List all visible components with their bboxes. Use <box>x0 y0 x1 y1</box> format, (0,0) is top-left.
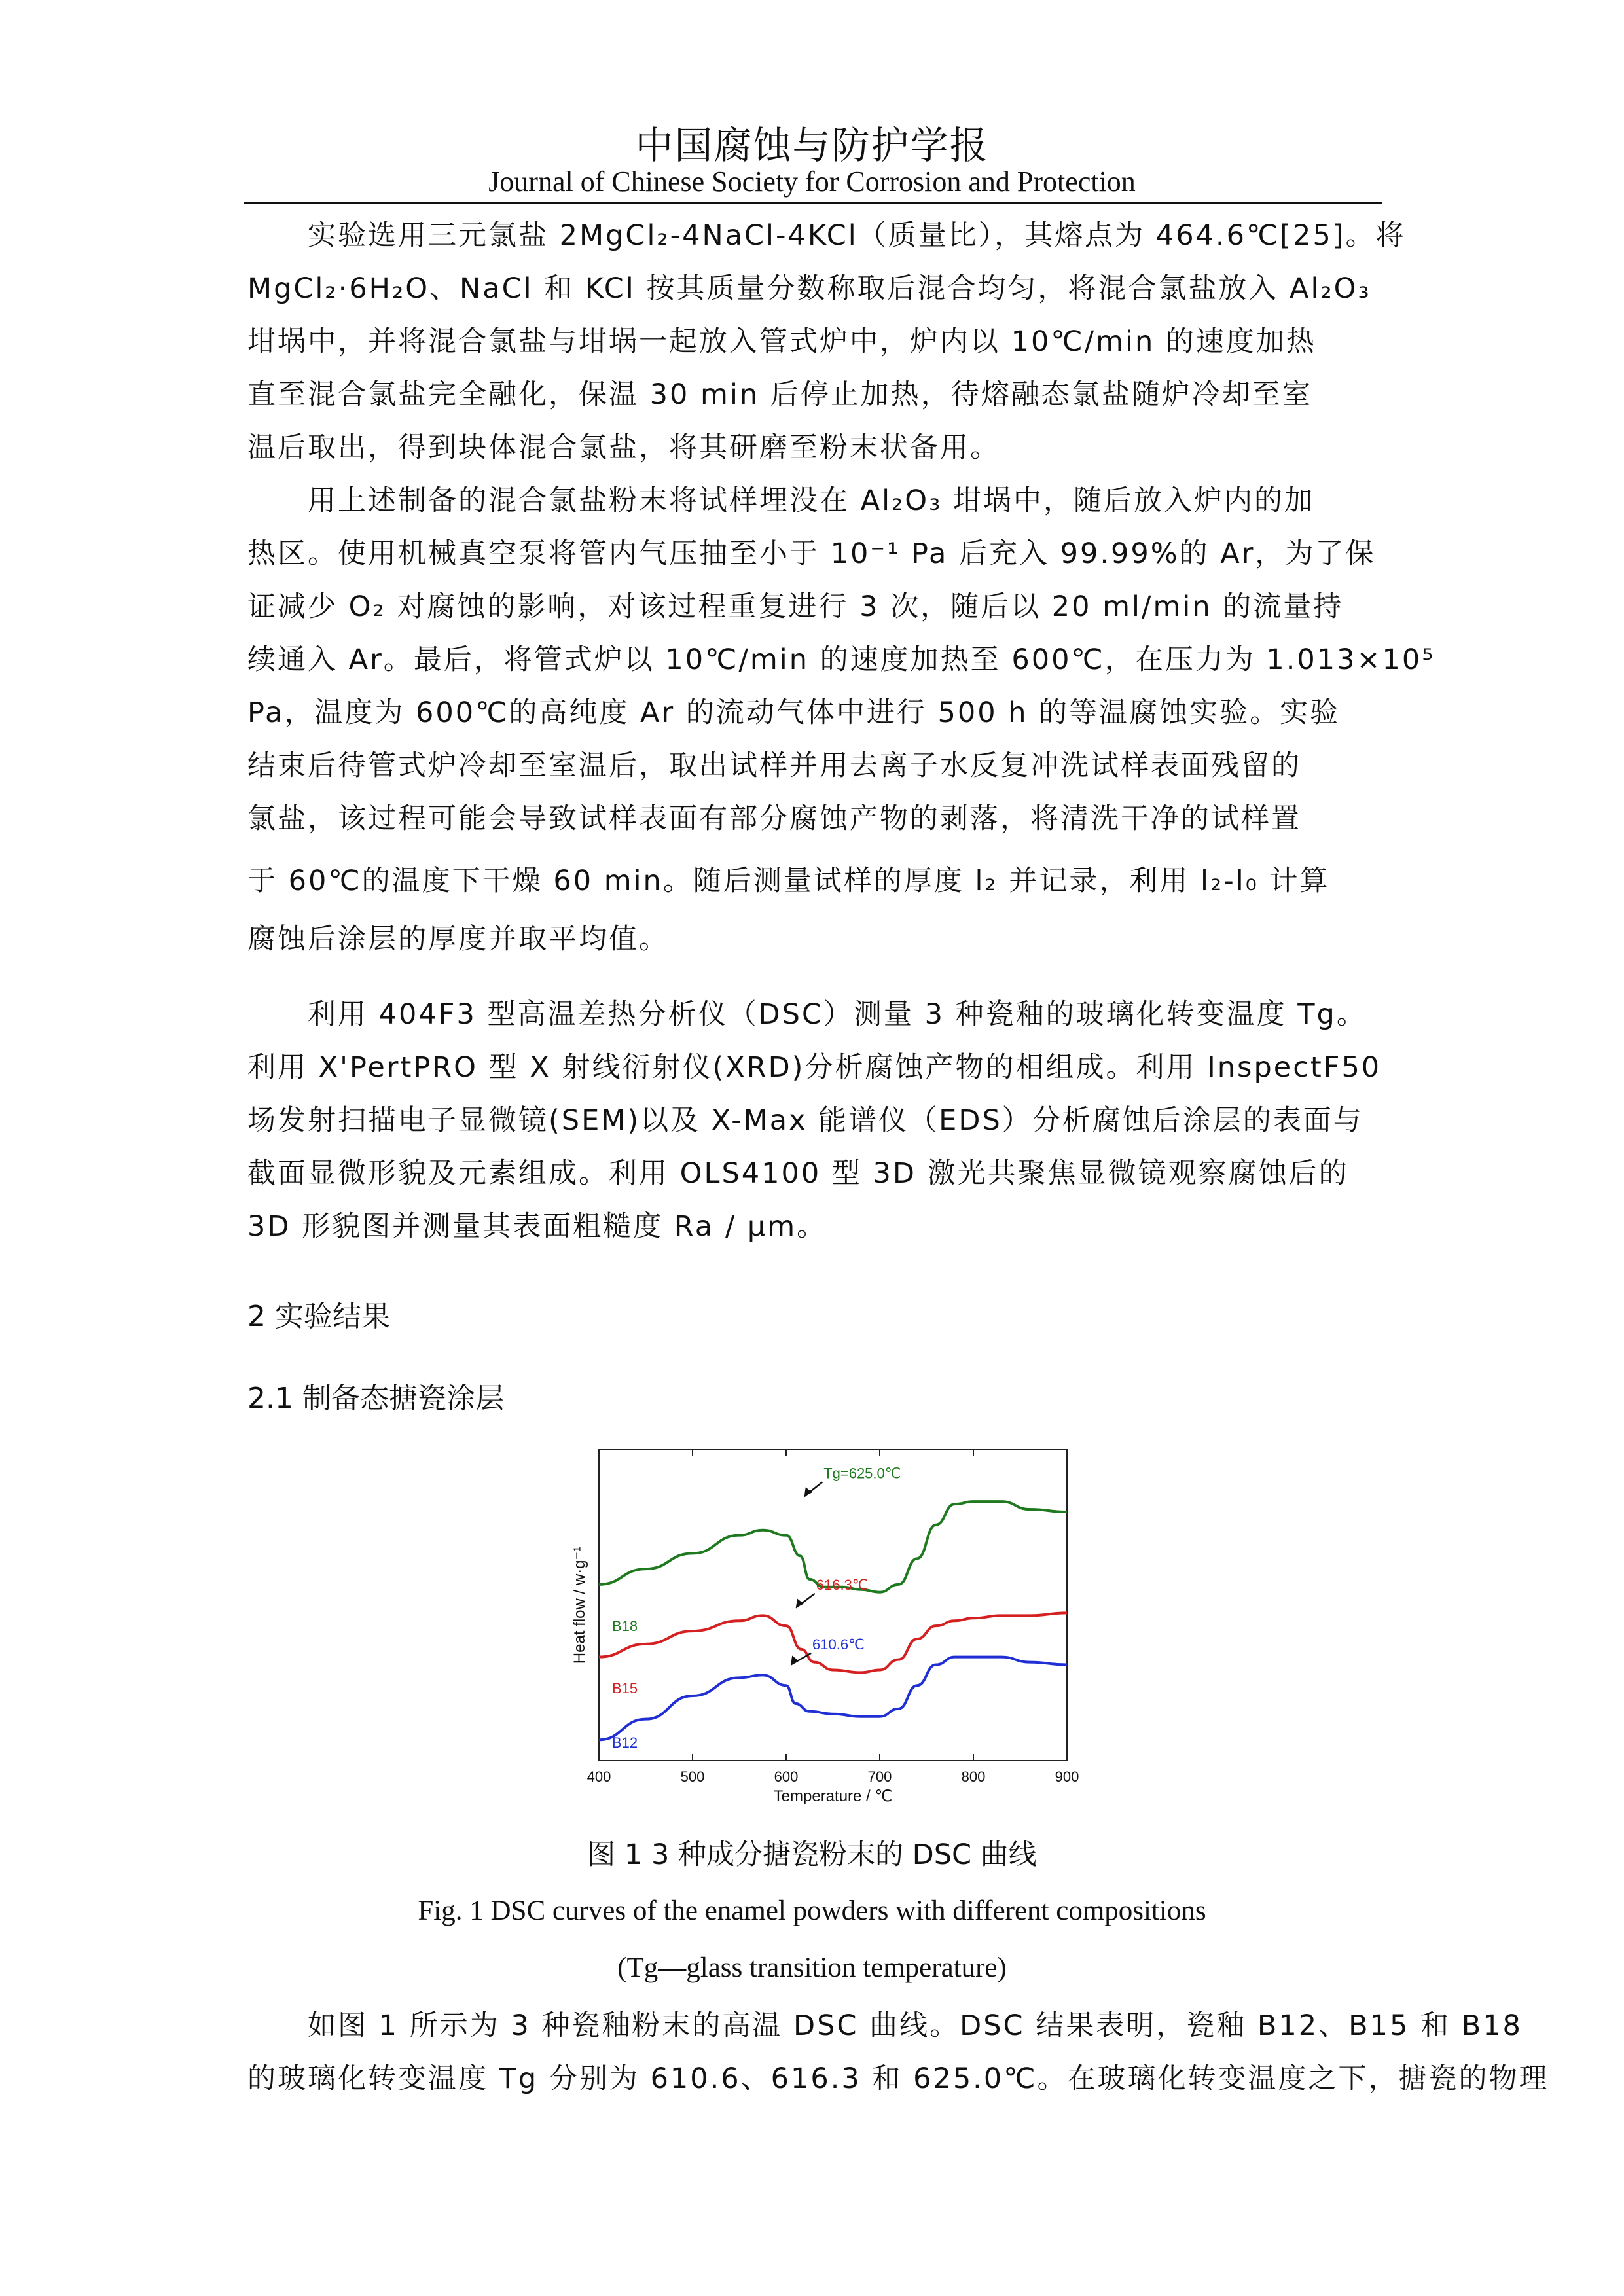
series-label-b12: B12 <box>612 1734 638 1751</box>
journal-title-en: Journal of Chinese Society for Corrosion and Protection <box>488 166 1136 198</box>
text-line: 氯盐，该过程可能会导致试样表面有部分腐蚀产物的剥落，将清洗干净的试样置 <box>247 802 1301 835</box>
x-axis-label: Temperature / ℃ <box>773 1787 893 1805</box>
text-line: 直至混合氯盐完全融化，保温 30 min 后停止加热，待熔融态氯盐随炉冷却至室 <box>247 378 1312 411</box>
text-line: 腐蚀后涂层的厚度并取平均值。 <box>247 923 669 956</box>
section-heading-2: 2 实验结果 <box>247 1300 390 1333</box>
text-line: 3D 形貌图并测量其表面粗糙度 Ra / μm。 <box>247 1210 827 1243</box>
dsc-chart <box>543 1437 1080 1803</box>
journal-title-cn: 中国腐蚀与防护学报 <box>635 123 989 168</box>
text-line: 实验选用三元氯盐 2MgCl₂-4NaCl-4KCl（质量比），其熔点为 464.6℃[25]。将 <box>308 219 1406 252</box>
x-tick-label: 500 <box>680 1768 705 1785</box>
text-line: 于 60℃的温度下干燥 60 min。随后测量试样的厚度 l₂ 并记录，利用 l₂-l₀ 计算 <box>247 865 1330 897</box>
series-label-b18: B18 <box>612 1618 638 1635</box>
paragraph-corrosion-test <box>247 475 1435 966</box>
text-line: 场发射扫描电子显微镜(SEM)以及 X-Max 能谱仪（EDS）分析腐蚀后涂层的表面与 <box>247 1104 1363 1137</box>
text-line: 温后取出，得到块体混合氯盐，将其研磨至粉末状备用。 <box>247 431 1000 464</box>
annotation-arrowhead <box>804 1487 812 1496</box>
paragraph-characterization <box>247 988 1383 1253</box>
series-label-b15: B15 <box>612 1680 638 1697</box>
annotation-b15: 616.3℃ <box>816 1576 869 1593</box>
figure-caption-note: (Tg—glass transition temperature) <box>617 1952 1007 1983</box>
text-line: 结束后待管式炉冷却至室温后，取出试样并用去离子水反复冲洗试样表面残留的 <box>247 749 1301 782</box>
text-line: 用上述制备的混合氯盐粉末将试样埋没在 Al₂O₃ 坩埚中，随后放入炉内的加 <box>308 484 1315 517</box>
text-line: MgCl₂·6H₂O、NaCl 和 KCl 按其质量分数称取后混合均匀，将混合氯盐放入 Al₂O₃ <box>247 272 1371 305</box>
text-line: 如图 1 所示为 3 种瓷釉粉末的高温 DSC 曲线。DSC 结果表明，瓷釉 B12、B15 和 B18 <box>308 2009 1523 2042</box>
dsc-figure <box>543 1437 1080 1803</box>
text-line: 证减少 O₂ 对腐蚀的影响，对该过程重复进行 3 次，随后以 20 ml/min 的流量持 <box>247 590 1344 623</box>
text-line: 热区。使用机械真空泵将管内气压抽至小于 10⁻¹ Pa 后充入 99.99%的 Ar，为了保 <box>247 537 1376 570</box>
text-line: 的玻璃化转变温度 Tg 分别为 610.6、616.3 和 625.0℃。在玻璃化转变温度之下，搪瓷的物理 <box>247 2062 1549 2095</box>
header-rule <box>244 202 1382 204</box>
annotation-b18: Tg=625.0℃ <box>823 1465 901 1482</box>
paragraph-dsc-result <box>247 2000 1549 2106</box>
x-tick-label: 900 <box>1055 1768 1079 1785</box>
x-tick-label: 800 <box>961 1768 986 1785</box>
text-line: 利用 404F3 型高温差热分析仪（DSC）测量 3 种瓷釉的玻璃化转变温度 Tg。 <box>308 998 1367 1031</box>
y-axis-label: Heat flow / w·g⁻¹ <box>571 1546 588 1664</box>
figure-caption-cn: 图 1 3 种成分搪瓷粉末的 DSC 曲线 <box>587 1839 1037 1871</box>
text-line: 坩埚中，并将混合氯盐与坩埚一起放入管式炉中，炉内以 10℃/min 的速度加热 <box>247 325 1316 358</box>
x-tick-label: 700 <box>867 1768 892 1785</box>
figure-caption-en: Fig. 1 DSC curves of the enamel powders with different compositions <box>418 1895 1206 1926</box>
text-line: 续通入 Ar。最后，将管式炉以 10℃/min 的速度加热至 600℃，在压力为 1.013×10⁵ <box>247 643 1435 676</box>
text-line: Pa，温度为 600℃的高纯度 Ar 的流动气体中进行 500 h 的等温腐蚀实验。实验 <box>247 696 1341 729</box>
paragraph-salt-preparation <box>247 209 1406 475</box>
annotation-b12: 610.6℃ <box>812 1636 865 1653</box>
x-tick-label: 400 <box>586 1768 611 1785</box>
section-heading-2-1: 2.1 制备态搪瓷涂层 <box>247 1382 504 1415</box>
text-line: 截面显微形貌及元素组成。利用 OLS4100 型 3D 激光共聚焦显微镜观察腐蚀后的 <box>247 1157 1349 1190</box>
x-tick-label: 600 <box>774 1768 799 1785</box>
text-line: 利用 X'PertPRO 型 X 射线衍射仪(XRD)分析腐蚀产物的相组成。利用 InspectF50 <box>247 1051 1382 1084</box>
annotation-arrowhead <box>796 1598 804 1607</box>
